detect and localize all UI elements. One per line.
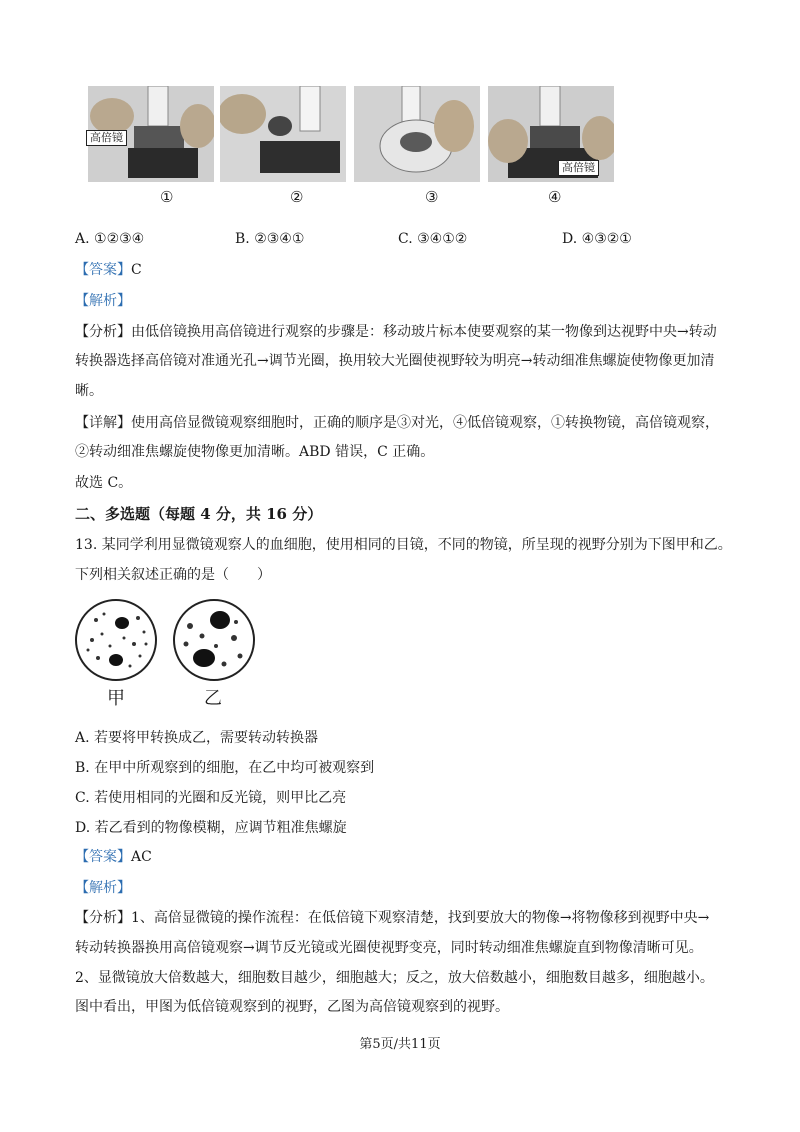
q12-option-d: D. ④③②① (562, 231, 632, 247)
q13-stem-line-1: 13. 某同学利用显微镜观察人的血细胞，使用相同的目镜，不同的物镜，所呈现的视野分别为下图甲和乙。 (75, 537, 732, 553)
blood-cell-fields-figure (74, 598, 260, 682)
field-jia-circle (76, 600, 156, 680)
microscope-photo-3 (354, 86, 480, 182)
page-footer: 第5页/共11页 (359, 1037, 441, 1052)
high-power-lens-label-right: 高倍镜 (558, 160, 599, 176)
q13-fenxi-line-2: 转动转换器换用高倍镜观察→调节反光镜或光圈使视野变亮，同时转动细准焦螺旋直到物像清晰可见。 (75, 940, 703, 956)
q12-fenxi-line-2: 转换器选择高倍镜对准通光孔→调节光圈，换用较大光圈使视野较为明亮→转动细准焦螺旋使物像更加清 (75, 353, 715, 369)
fig-label-yi: 乙 (204, 688, 222, 709)
q13-option-c: C. 若使用相同的光圈和反光镜，则甲比乙亮 (75, 790, 347, 806)
q12-answer: 【答案】C (75, 262, 142, 278)
high-power-lens-label: 高倍镜 (86, 130, 127, 146)
q13-fenxi-line-3: 2、显微镜放大倍数越大，细胞数目越少，细胞越大；反之，放大倍数越小，细胞数目越多，细胞越小。 (75, 970, 714, 986)
photo-number-3: ③ (425, 188, 439, 206)
photo-number-4: ④ (548, 188, 562, 206)
fig-label-jia: 甲 (107, 688, 125, 709)
q13-fenxi-line-1: 【分析】1、高倍显微镜的操作流程：在低倍镜下观察清楚，找到要放大的物像→将物像移到视野中央→ (75, 910, 710, 926)
q12-analysis-tag: 【解析】 (75, 293, 131, 309)
q12-option-c: C. ③④①② (398, 231, 468, 247)
photo-number-2: ② (290, 188, 304, 206)
section-heading: 二、多选题（每题 4 分，共 16 分） (75, 505, 323, 523)
q12-option-a: A. ①②③④ (75, 231, 145, 247)
q12-fenxi-line-1: 【分析】由低倍镜换用高倍镜进行观察的步骤是：移动玻片标本使要观察的某一物像到达视野中央→转动 (75, 324, 717, 340)
q12-conclusion: 故选 C。 (75, 475, 133, 491)
q12-option-b: B. ②③④① (235, 231, 305, 247)
q13-option-a: A. 若要将甲转换成乙，需要转动转换器 (75, 730, 319, 746)
microscope-photo-2 (220, 86, 346, 182)
q13-answer: 【答案】AC (75, 849, 152, 865)
q13-option-d: D. 若乙看到的物像模糊，应调节粗准焦螺旋 (75, 820, 347, 836)
q12-fenxi-line-3: 晰。 (75, 383, 103, 399)
q13-stem-line-2: 下列相关叙述正确的是（ ） (75, 567, 271, 583)
q13-option-b: B. 在甲中所观察到的细胞，在乙中均可被观察到 (75, 760, 375, 776)
q13-analysis-tag: 【解析】 (75, 880, 131, 896)
field-yi-circle (174, 600, 254, 680)
q12-detail-line-1: 【详解】使用高倍显微镜观察细胞时，正确的顺序是③对光，④低倍镜观察，①转换物镜，高倍镜观察， (75, 415, 719, 431)
q13-fenxi-line-4: 图中看出，甲图为低倍镜观察到的视野，乙图为高倍镜观察到的视野。 (75, 999, 509, 1015)
q12-detail-line-2: ②转动细准焦螺旋使物像更加清晰。ABD 错误，C 正确。 (75, 444, 435, 460)
photo-number-1: ① (160, 188, 174, 206)
